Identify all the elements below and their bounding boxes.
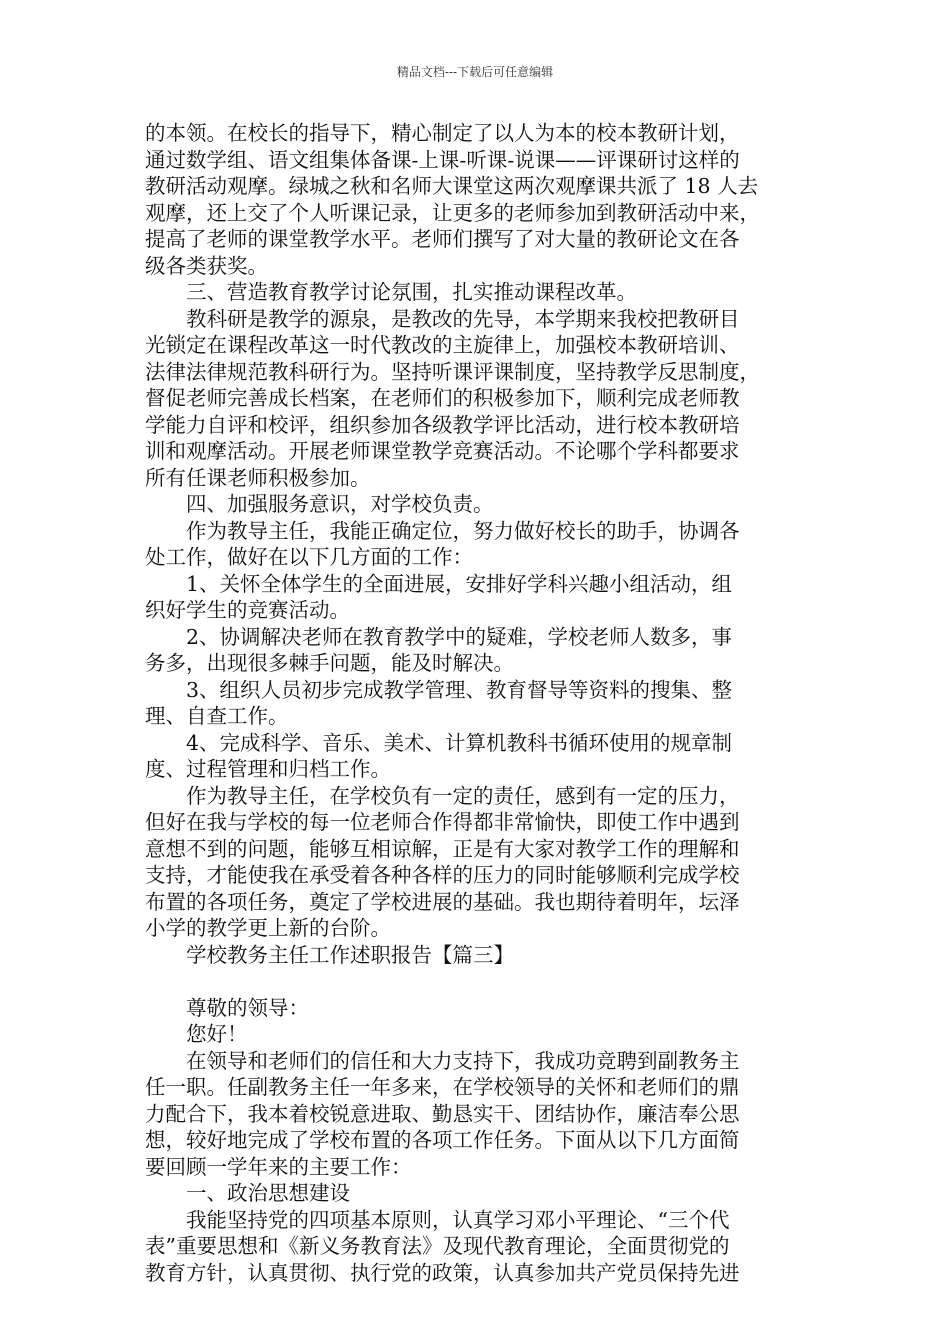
text-line: 训和观摩活动。开展老师课堂教学竞赛活动。不论哪个学科都要求 <box>145 439 740 463</box>
text-line: 度、过程管理和归档工作。 <box>145 757 391 781</box>
text-line: 我能坚持党的四项基本原则，认真学习邓小平理论、“三个代 <box>186 1207 730 1232</box>
text-line: 观摩，还上交了个人听课记录，让更多的老师参加到教研活动中来， <box>145 200 760 225</box>
text-line: 理、自查工作。 <box>145 704 289 728</box>
text-line: 力配合下，我本着校锐意进取、勤恳实干、团结协作，廉洁奉公思 <box>145 1101 740 1126</box>
text-line: 4、完成科学、音乐、美术、计算机教科书循环使用的规章制 <box>186 730 733 755</box>
text-line: 级各类获奖。 <box>145 253 268 278</box>
text-line: 作为教导主任，我能正确定位，努力做好校长的助手，协调各 <box>186 518 740 543</box>
text-line: 的本领。在校长的指导下，精心制定了以人为本的校本教研计划， <box>145 121 740 145</box>
text-line: 务多，出现很多棘手问题，能及时解决。 <box>145 651 514 675</box>
text-line: 在领导和老师们的信任和大力支持下，我成功竞聘到副教务主 <box>186 1048 740 1073</box>
text-line: 教育方针，认真贯彻、执行党的政策，认真参加共产党员保持先进 <box>145 1260 740 1285</box>
text-line: 小学的教学更上新的台阶。 <box>145 916 391 940</box>
text-line: 您好！ <box>186 1022 248 1046</box>
text-line: 一、政治思想建设 <box>186 1181 350 1205</box>
text-line: 织好学生的竞赛活动。 <box>145 598 350 622</box>
text-line: 2、协调解决老师在教育教学中的疑难，学校老师人数多，事 <box>186 624 733 649</box>
text-line: 学能力自评和校评，组织参加各级教学评比活动，进行校本教研培 <box>145 412 740 437</box>
text-line: 三、营造教育教学讨论氛围，扎实推动课程改革。 <box>186 280 637 304</box>
text-line: 法律法律规范教科研行为。坚持听课评课制度，坚持教学反思制度， <box>145 359 760 384</box>
text-line: 四、加强服务意识，对学校负责。 <box>186 492 494 516</box>
text-line: 但好在我与学校的每一位老师合作得都非常愉快，即使工作中遇到 <box>145 810 740 834</box>
text-line: 1、关怀全体学生的全面进展，安排好学科兴趣小组活动，组 <box>186 571 733 596</box>
page-header: 精品文档---下载后可任意编辑 <box>396 65 554 79</box>
text-line: 要回顾一学年来的主要工作： <box>145 1154 412 1179</box>
document-body <box>145 120 815 1286</box>
text-line: 所有任课老师积极参加。 <box>145 465 371 490</box>
text-line: 布置的各项任务，奠定了学校进展的基础。我也期待着明年，坛泽 <box>145 889 740 914</box>
text-line: 支持，才能使我在承受着各种各样的压力的同时能够顺利完成学校 <box>145 863 740 887</box>
text-line: 光锁定在课程改革这一时代教改的主旋律上，加强校本教研培训、 <box>145 333 740 357</box>
text-line: 督促老师完善成长档案，在老师们的积极参加下，顺利完成老师教 <box>145 386 740 410</box>
text-line: 通过数学组、语文组集体备课-上课-听课-说课——评课研讨这样的 <box>145 147 740 172</box>
text-line: 学校教务主任工作述职报告【篇三】 <box>186 942 514 967</box>
text-line <box>145 968 815 995</box>
text-line: 尊敬的领导： <box>186 995 309 1020</box>
text-line: 3、组织人员初步完成教学管理、教育督导等资料的搜集、整 <box>186 677 733 702</box>
text-line: 作为教导主任，在学校负有一定的责任，感到有一定的压力， <box>186 783 740 808</box>
text-line: 提高了老师的课堂教学水平。老师们撰写了对大量的教研论文在各 <box>145 227 740 251</box>
text-line: 教科研是教学的源泉，是教改的先导，本学期来我校把教研目 <box>186 306 740 331</box>
text-line: 想，较好地完成了学校布置的各项工作任务。下面从以下几方面简 <box>145 1128 740 1152</box>
text-line: 任一职。任副教务主任一年多来，在学校领导的关怀和老师们的鼎 <box>145 1075 740 1099</box>
text-line: 表”重要思想和《新义务教育法》及现代教育理论，全面贯彻党的 <box>145 1234 730 1258</box>
text-line: 处工作，做好在以下几方面的工作： <box>145 545 473 569</box>
text-line: 教研活动观摩。绿城之秋和名师大课堂这两次观摩课共派了 18 人去 <box>145 174 759 198</box>
text-line: 意想不到的问题，能够互相谅解，正是有大家对教学工作的理解和 <box>145 836 740 861</box>
